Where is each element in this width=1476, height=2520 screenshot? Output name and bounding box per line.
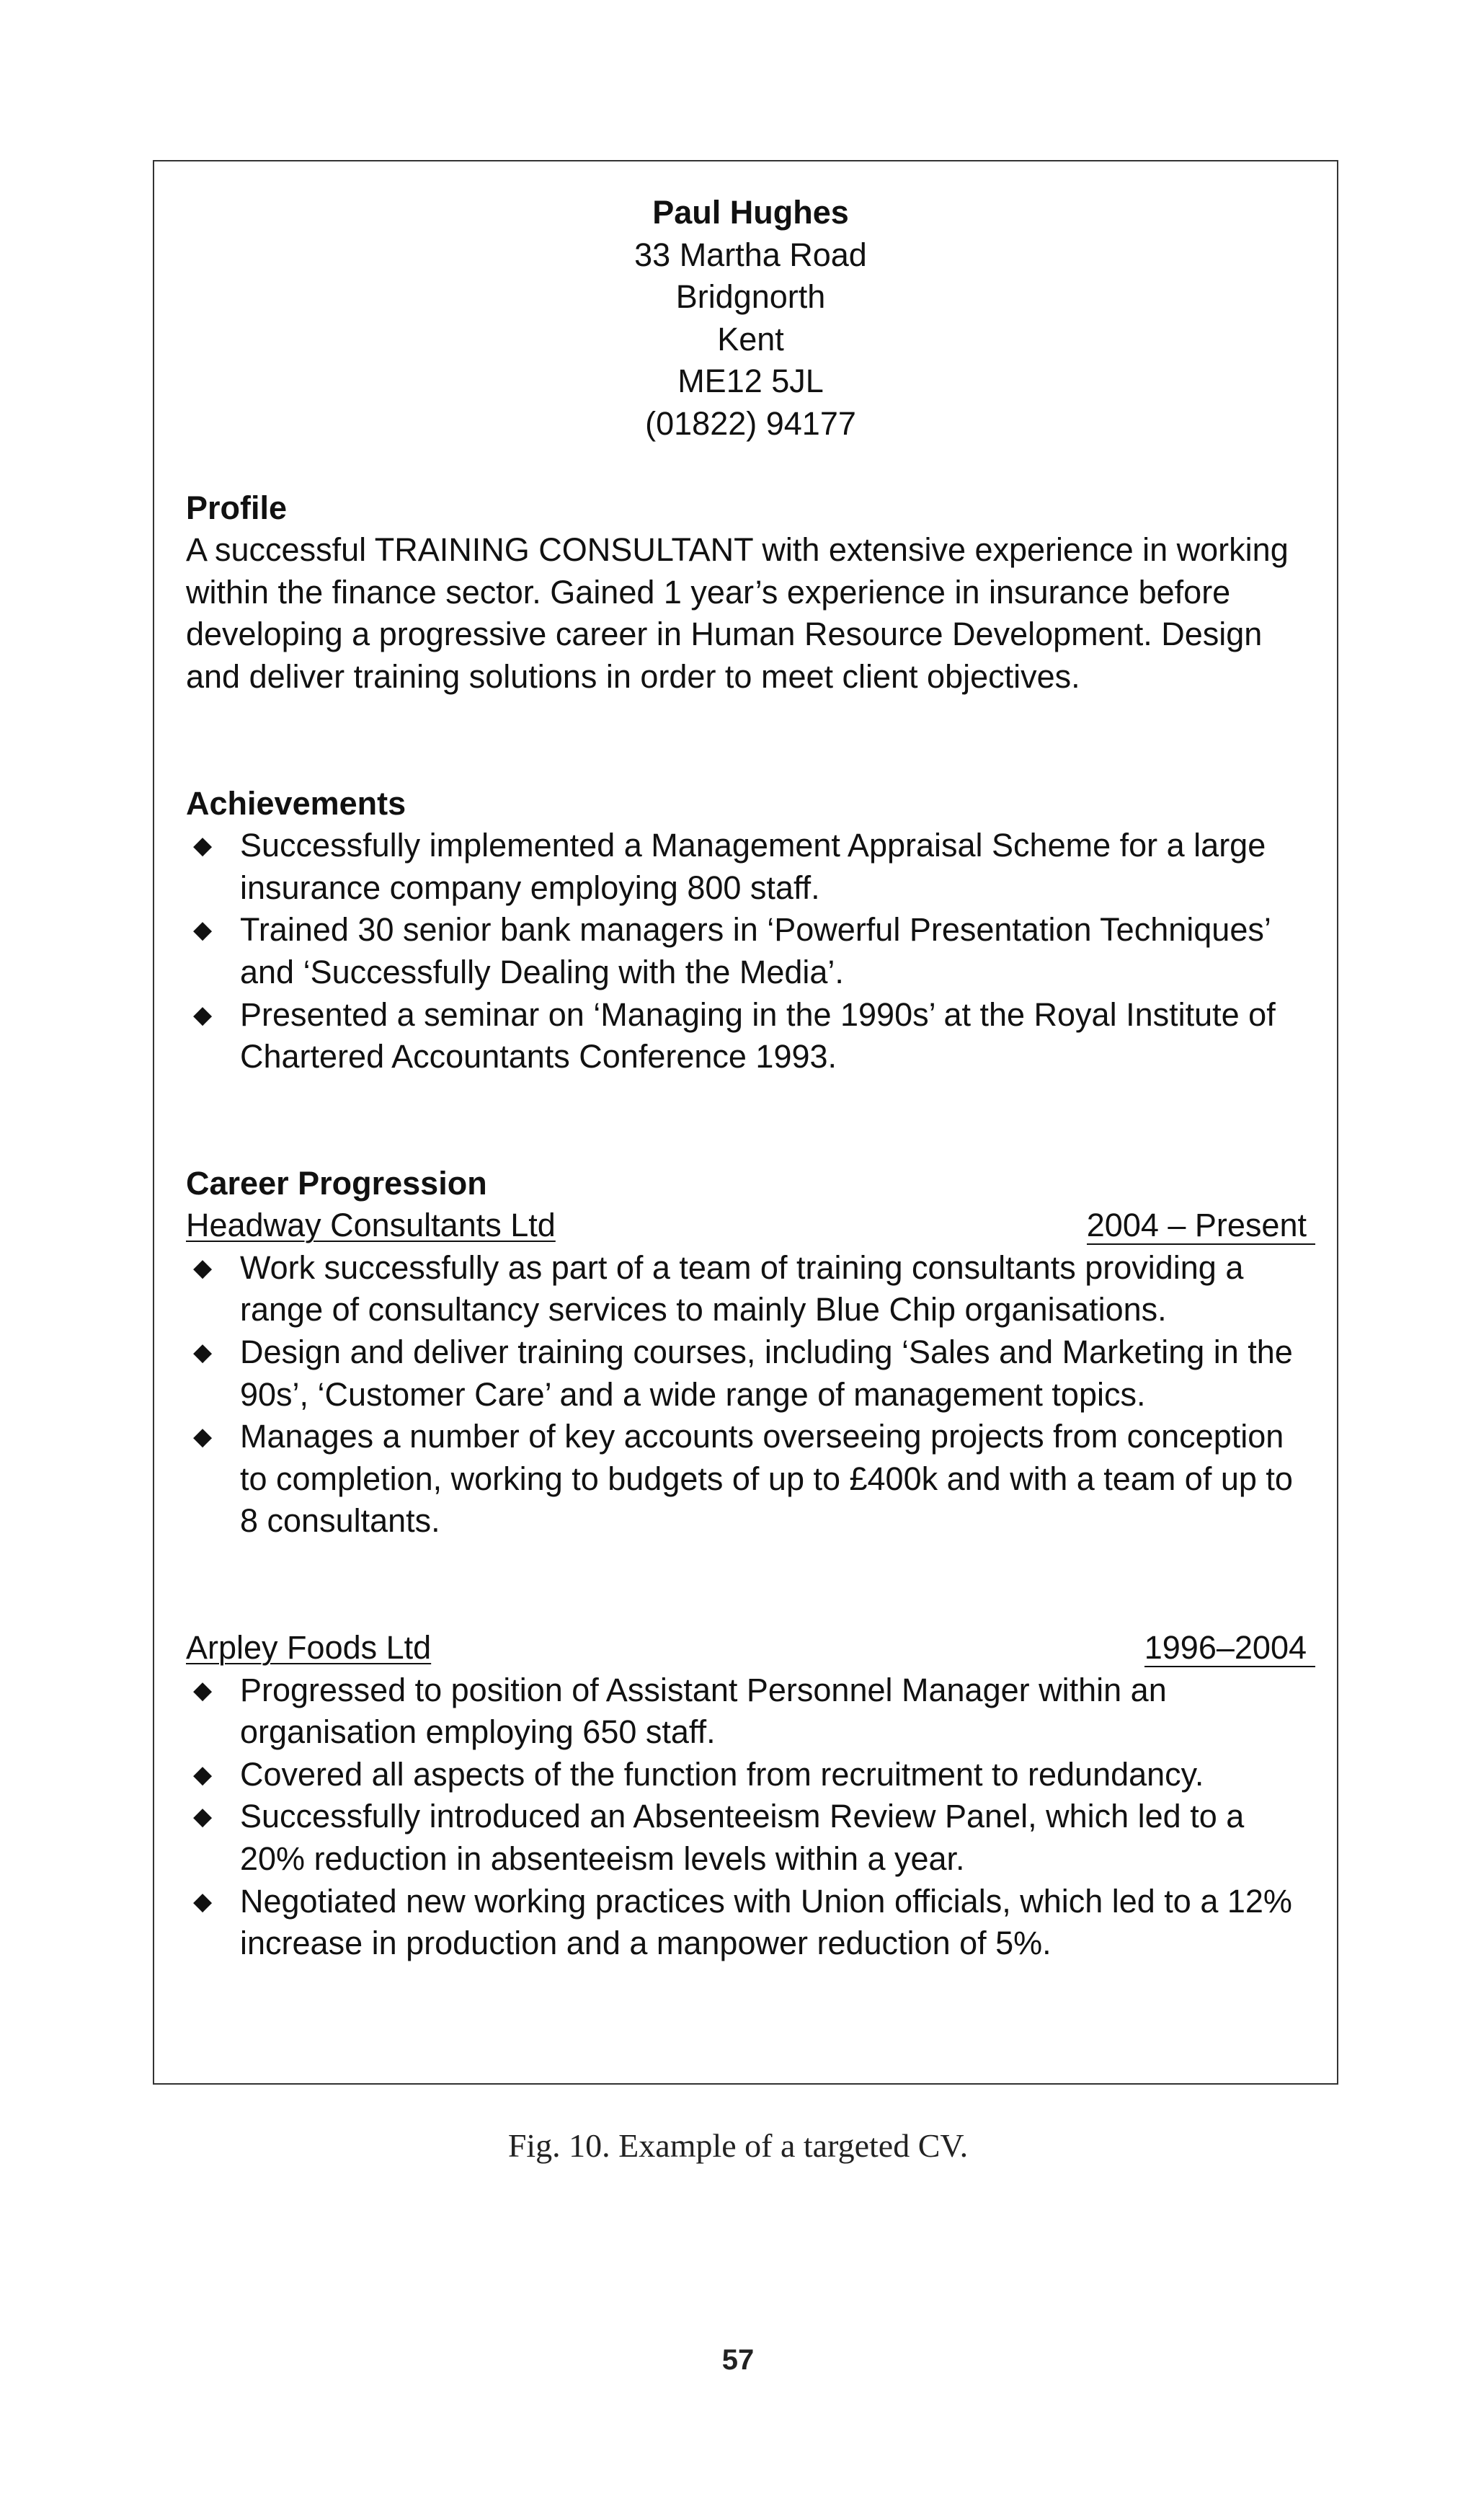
job-arpley <box>186 1627 1315 1965</box>
address-line-3: Kent <box>717 320 784 358</box>
job-header <box>186 1627 1315 1669</box>
achievements-section <box>186 783 1315 1078</box>
spacer <box>186 698 1315 783</box>
career-heading: Career Progression <box>186 1164 487 1202</box>
career-section <box>186 1163 1315 1965</box>
duty-text: Covered all aspects of the function from recruitment to redundancy. <box>240 1755 1204 1793</box>
duty-text: Work successfully as part of a team of training consultants providing a range of consultancy services to mainly Blue Chip organisations. <box>240 1248 1244 1328</box>
profile-text: A successful TRAINING CONSULTANT with extensive experience in working within the finance sector. Gained 1 year’s experience in insurance before developing a progressive career in Human Resource Development. Design and deliver training solutions in order to meet client objectives. <box>186 531 1289 695</box>
achievement-text: Successfully implemented a Management Appraisal Scheme for a large insurance company employing 800 staff. <box>240 827 1266 906</box>
job-company: Headway Consultants Ltd <box>186 1207 556 1244</box>
list-item <box>186 1796 1315 1880</box>
job-duties-list <box>186 1247 1315 1543</box>
achievement-text: Trained 30 senior bank managers in ‘Powerful Presentation Techniques’ and ‘Successfully Dealing with the Media’. <box>240 911 1271 990</box>
list-item <box>186 1416 1315 1543</box>
cv-header <box>186 192 1315 445</box>
achievements-heading: Achievements <box>186 784 406 822</box>
list-item <box>186 1669 1315 1754</box>
cv-name: Paul Hughes <box>652 194 849 231</box>
address-line-1: 33 Martha Road <box>634 236 867 273</box>
duty-text: Design and deliver training courses, including ‘Sales and Marketing in the 90s’, ‘Customer Care’ and a wide range of management topics. <box>240 1334 1293 1413</box>
diamond-bullet-icon: ◆ <box>193 1760 213 1788</box>
address-line-2: Bridgnorth <box>675 278 826 316</box>
diamond-bullet-icon: ◆ <box>193 1339 213 1367</box>
duty-text: Negotiated new working practices with Union officials, which led to a 12% increase in production and a manpower reduction of 5%. <box>240 1882 1292 1962</box>
list-item <box>186 825 1315 909</box>
diamond-bullet-icon: ◆ <box>193 832 213 860</box>
page-number: 57 <box>721 2344 755 2376</box>
diamond-bullet-icon: ◆ <box>193 1676 213 1704</box>
list-item <box>186 994 1315 1078</box>
job-duties-list <box>186 1669 1315 1965</box>
achievements-list <box>186 825 1315 1078</box>
job-dates: 1996–2004 <box>1144 1630 1315 1667</box>
duty-text: Manages a number of key accounts overseeing projects from conception to completion, working to budgets of up to £400k and with a team of up to 8 consultants. <box>240 1418 1293 1540</box>
spacer <box>186 1543 1315 1627</box>
diamond-bullet-icon: ◆ <box>193 1254 213 1282</box>
job-company: Arpley Foods Ltd <box>186 1629 432 1667</box>
list-item <box>186 909 1315 993</box>
profile-section <box>186 487 1315 698</box>
diamond-bullet-icon: ◆ <box>193 1423 213 1451</box>
achievement-text: Presented a seminar on ‘Managing in the 1990s’ at the Royal Institute of Chartered Accountants Conference 1993. <box>240 995 1276 1075</box>
cv-content <box>186 192 1315 1965</box>
job-dates: 2004 – Present <box>1087 1207 1315 1245</box>
phone-number: (01822) 94177 <box>645 404 856 442</box>
duty-text: Progressed to position of Assistant Personnel Manager within an organisation employing 650 staff. <box>240 1671 1167 1751</box>
diamond-bullet-icon: ◆ <box>193 1887 213 1915</box>
job-header <box>186 1204 1315 1247</box>
address-postcode: ME12 5JL <box>677 363 824 400</box>
spacer <box>186 445 1315 487</box>
list-item <box>186 1331 1315 1416</box>
list-item <box>186 1754 1315 1796</box>
job-headway <box>186 1204 1315 1543</box>
duty-text: Successfully introduced an Absenteeism Review Panel, which led to a 20% reduction in absenteeism levels within a year. <box>240 1798 1245 1877</box>
list-item <box>186 1881 1315 1965</box>
profile-heading: Profile <box>186 489 288 526</box>
list-item <box>186 1247 1315 1331</box>
spacer <box>186 1078 1315 1163</box>
figure-caption: Fig. 10. Example of a targeted CV. <box>507 2127 969 2164</box>
diamond-bullet-icon: ◆ <box>193 1001 213 1029</box>
diamond-bullet-icon: ◆ <box>193 1803 213 1831</box>
diamond-bullet-icon: ◆ <box>193 916 213 944</box>
cv-frame <box>153 160 1338 2085</box>
